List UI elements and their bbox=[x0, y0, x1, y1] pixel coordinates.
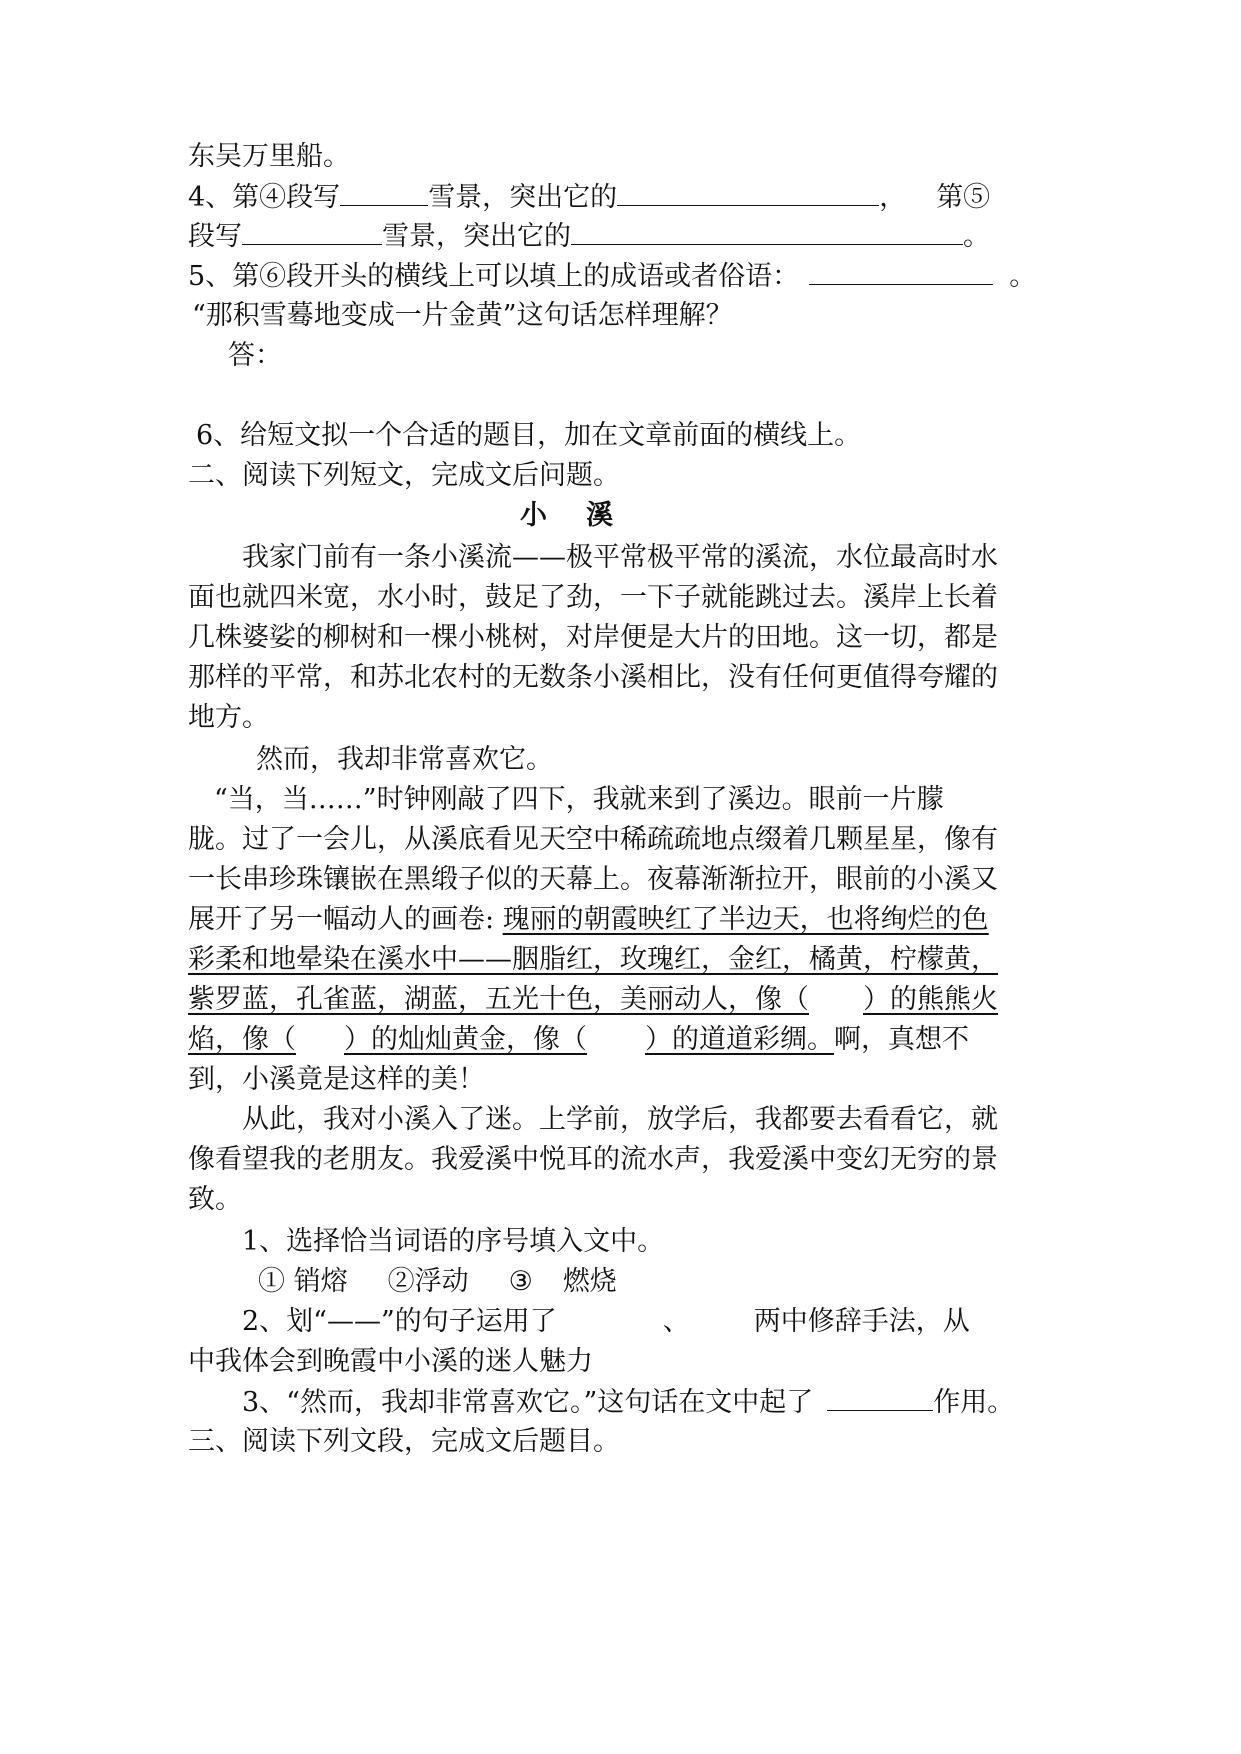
paragraph-line: 面也就四米宽，水小时，鼓足了劲，一下子就能跳过去。溪岸上长着 bbox=[188, 582, 998, 613]
question-4-line-1 bbox=[188, 177, 990, 218]
paragraph-line: 我家门前有一条小溪流——极平常极平常的溪流，水位最高时水 bbox=[242, 542, 998, 573]
options-line bbox=[258, 1262, 617, 1302]
question-6: 6、给短文拟一个合适的题目，加在文章前面的横线上。 bbox=[196, 420, 862, 451]
q4-text: ， bbox=[879, 182, 907, 213]
question-3 bbox=[242, 1382, 1014, 1423]
question-1: 1、选择恰当词语的序号填入文中。 bbox=[242, 1226, 665, 1257]
answer-blank[interactable] bbox=[617, 177, 879, 206]
question-2-line-1 bbox=[242, 1302, 970, 1342]
answer-blank[interactable] bbox=[242, 216, 382, 245]
paragraph-line bbox=[188, 900, 989, 940]
answer-blank[interactable] bbox=[809, 256, 993, 285]
section-3-heading: 三、阅读下列文段，完成文后题目。 bbox=[188, 1426, 620, 1457]
paragraph-line: 胧。过了一会儿，从溪底看见天空中稀疏疏地点缀着几颗星星，像有 bbox=[188, 824, 998, 855]
answer-blank[interactable] bbox=[827, 1382, 933, 1411]
fill-in-paren[interactable] bbox=[809, 980, 863, 1020]
option-3-marker: ③ bbox=[508, 1266, 533, 1297]
underlined-sentence: ）的道道彩绸。 bbox=[645, 1024, 834, 1055]
fill-in-paren[interactable] bbox=[587, 1020, 645, 1060]
option-3: 燃烧 bbox=[562, 1266, 617, 1297]
underlined-sentence: 焰，像（ bbox=[188, 1024, 296, 1055]
underlined-sentence: ）的熊熊火 bbox=[863, 984, 998, 1015]
paragraph-line: “当，当……”时钟刚敲了四下，我就来到了溪边。眼前一片朦 bbox=[214, 784, 944, 815]
q4-text: 。 bbox=[963, 221, 990, 252]
paragraph-line: 那样的平常，和苏北农村的无数条小溪相比，没有任何更值得夸耀的 bbox=[188, 662, 998, 693]
underlined-sentence: 瑰丽的朝霞映红了半边天，也将绚烂的色 bbox=[502, 904, 989, 935]
paragraph-line: 一长串珍珠镶嵌在黑缎子似的天幕上。夜幕渐渐拉开，眼前的小溪又 bbox=[188, 864, 998, 895]
option-2: ②浮动 bbox=[387, 1266, 469, 1297]
paragraph-line: 几株婆娑的柳树和一棵小桃树，对岸便是大片的田地。这一切，都是 bbox=[188, 622, 998, 653]
paragraph-line: 像看望我的老朋友。我爱溪中悦耳的流水声，我爱溪中变幻无穷的景 bbox=[188, 1144, 998, 1175]
option-1: ① 销熔 bbox=[258, 1266, 348, 1297]
paragraph-line: 致。 bbox=[188, 1184, 242, 1215]
fill-in-paren[interactable] bbox=[296, 1020, 344, 1060]
q3-text: 3、“然而，我却非常喜欢它。”这句话在文中起了 bbox=[242, 1387, 814, 1418]
plain-text: 啊，真想不 bbox=[834, 1024, 969, 1055]
q3-text: 作用。 bbox=[933, 1387, 1015, 1418]
paragraph-line: 然而，我却非常喜欢它。 bbox=[256, 744, 553, 775]
plain-text: 展开了另一幅动人的画卷: bbox=[188, 904, 503, 935]
question-5-line-2: “那积雪蓦地变成一片金黄”这句话怎样理解？ bbox=[192, 300, 733, 331]
section-2-heading: 二、阅读下列短文，完成文后问题。 bbox=[188, 460, 620, 491]
q2-text: 、 bbox=[662, 1306, 690, 1337]
passage-title: 小 溪 bbox=[520, 500, 619, 531]
q5-text: 5、第⑥段开头的横线上可以填上的成语或者俗语： bbox=[188, 261, 800, 292]
paragraph-line: 从此，我对小溪入了迷。上学前，放学后，我都要去看看它，就 bbox=[242, 1104, 998, 1135]
text-line: 东吴万里船。 bbox=[188, 141, 350, 172]
q2-text: 两中修辞手法，从 bbox=[753, 1306, 970, 1337]
underlined-sentence: 紫罗蓝，孔雀蓝，湖蓝，五光十色，美丽动人，像（ bbox=[188, 984, 809, 1015]
q4-text: 雪景，突出它的 bbox=[428, 182, 618, 213]
answer-blank[interactable] bbox=[340, 177, 428, 206]
q4-text: 段写 bbox=[188, 221, 242, 252]
answer-blank[interactable] bbox=[571, 216, 963, 245]
q4-text: 雪景，突出它的 bbox=[382, 221, 571, 252]
paragraph-line: 地方。 bbox=[188, 702, 269, 733]
answer-label: 答： bbox=[228, 340, 282, 371]
paragraph-line bbox=[188, 1020, 969, 1060]
question-2-line-2: 中我体会到晚霞中小溪的迷人魅力 bbox=[188, 1346, 593, 1377]
underlined-sentence: ）的灿灿黄金，像（ bbox=[344, 1024, 587, 1055]
q2-text: 2、划“——”的句子运用了 bbox=[242, 1306, 557, 1337]
paragraph-line bbox=[188, 980, 998, 1020]
question-5-line-1 bbox=[188, 256, 1036, 297]
underlined-sentence: 彩柔和地晕染在溪水中——胭脂红，玫瑰红，金红，橘黄，柠檬黄， bbox=[188, 944, 998, 975]
question-4-line-2 bbox=[188, 216, 990, 257]
q4-text: 第⑤ bbox=[936, 182, 991, 213]
paragraph-line: 到，小溪竟是这样的美！ bbox=[188, 1064, 485, 1095]
q5-text: 。 bbox=[1009, 261, 1037, 292]
q4-text: 4、第④段写 bbox=[188, 182, 341, 213]
